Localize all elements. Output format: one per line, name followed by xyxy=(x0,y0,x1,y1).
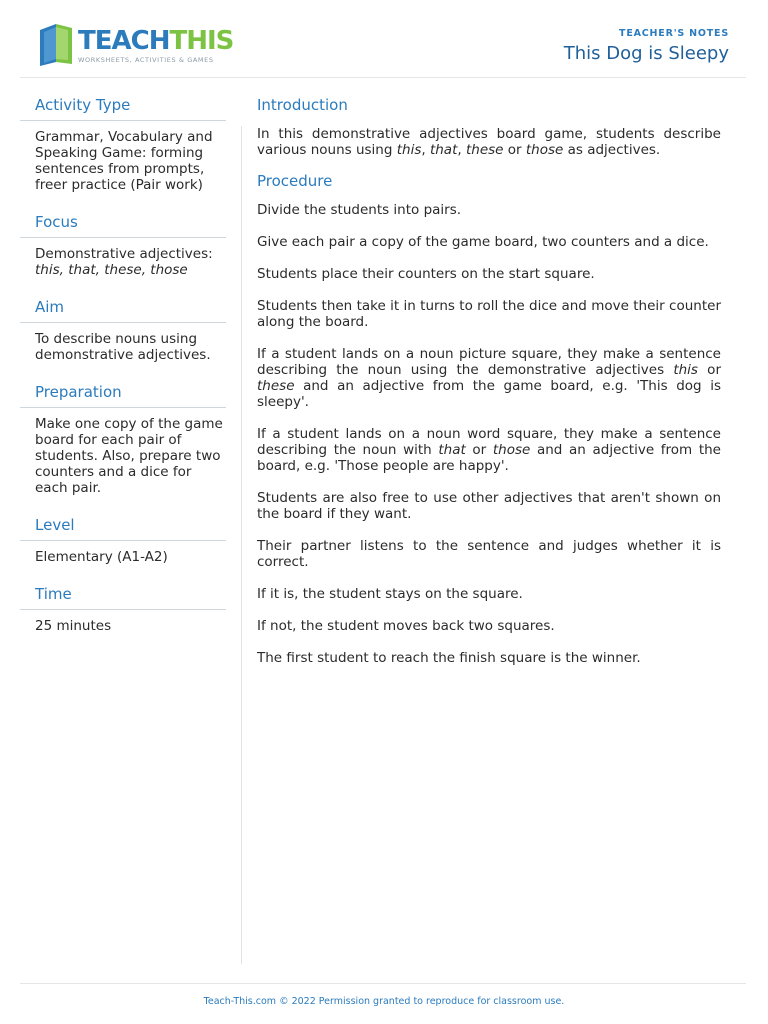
teachers-notes-label: TEACHER'S NOTES xyxy=(619,28,729,39)
time-heading: Time xyxy=(20,585,226,610)
column-divider xyxy=(241,126,242,964)
procedure-step: If it is, the student stays on the square. xyxy=(257,586,523,602)
aim-heading: Aim xyxy=(20,298,226,323)
footer-copyright: Teach-This.com © 2022 Permission granted to reproduce for classroom use. xyxy=(203,996,565,1007)
time-text: 25 minutes xyxy=(35,618,112,634)
introduction-text: In this demonstrative adjectives board game, students describe various nouns using this, that, these or those as adjectives. xyxy=(257,126,721,158)
procedure-step: If not, the student moves back two squares. xyxy=(257,618,555,634)
activity-type-text: Grammar, Vocabulary and Speaking Game: forming sentences from prompts, freer practice (Pair work) xyxy=(35,129,213,193)
preparation-text: Make one copy of the game board for each pair of students. Also, prepare two counters and a dice for each pair. xyxy=(35,416,223,496)
procedure-step: Students place their counters on the start square. xyxy=(257,266,595,282)
introduction-heading: Introduction xyxy=(257,96,348,114)
procedure-heading: Procedure xyxy=(257,172,333,190)
preparation-heading: Preparation xyxy=(20,383,226,408)
teach-this-logo[interactable] xyxy=(36,22,236,70)
aim-text: To describe nouns using demonstrative adjectives. xyxy=(35,331,211,363)
page-title: This Dog is Sleepy xyxy=(563,43,729,64)
procedure-step: Students then take it in turns to roll the dice and move their counter along the board. xyxy=(257,298,721,330)
procedure-step: If a student lands on a noun word square, they make a sentence describing the noun with that or those and an adjective from the board, e.g. 'Those people are happy'. xyxy=(257,426,721,474)
sidebar xyxy=(20,96,226,654)
logo-wordmark: TEACHTHIS xyxy=(78,26,234,56)
page-header xyxy=(20,0,746,78)
procedure-step: Divide the students into pairs. xyxy=(257,202,462,218)
logo-tagline: WORKSHEETS, ACTIVITIES & GAMES xyxy=(78,56,214,64)
focus-section xyxy=(20,213,226,278)
level-heading: Level xyxy=(20,516,226,541)
book-logo-icon xyxy=(36,22,76,68)
aim-section xyxy=(20,298,226,363)
procedure-step: Students are also free to use other adjectives that aren't shown on the board if they want. xyxy=(257,490,721,522)
level-section xyxy=(20,516,226,565)
procedure-step: If a student lands on a noun picture square, they make a sentence describing the noun using the demonstrative adjectives this or these and an adjective from the game board, e.g. 'This dog is sleepy'. xyxy=(257,346,721,410)
procedure-step: Give each pair a copy of the game board, two counters and a dice. xyxy=(257,234,709,250)
focus-heading: Focus xyxy=(20,213,226,238)
time-section xyxy=(20,585,226,634)
main-content xyxy=(257,96,721,682)
procedure-step: The first student to reach the finish square is the winner. xyxy=(257,650,641,666)
footer-divider xyxy=(20,983,746,984)
procedure-step: Their partner listens to the sentence and judges whether it is correct. xyxy=(257,538,721,570)
focus-text: Demonstrative adjectives: this, that, these, those xyxy=(35,246,213,278)
level-text: Elementary (A1-A2) xyxy=(35,549,168,565)
preparation-section xyxy=(20,383,226,496)
activity-type-heading: Activity Type xyxy=(20,96,226,121)
activity-type-section xyxy=(20,96,226,193)
